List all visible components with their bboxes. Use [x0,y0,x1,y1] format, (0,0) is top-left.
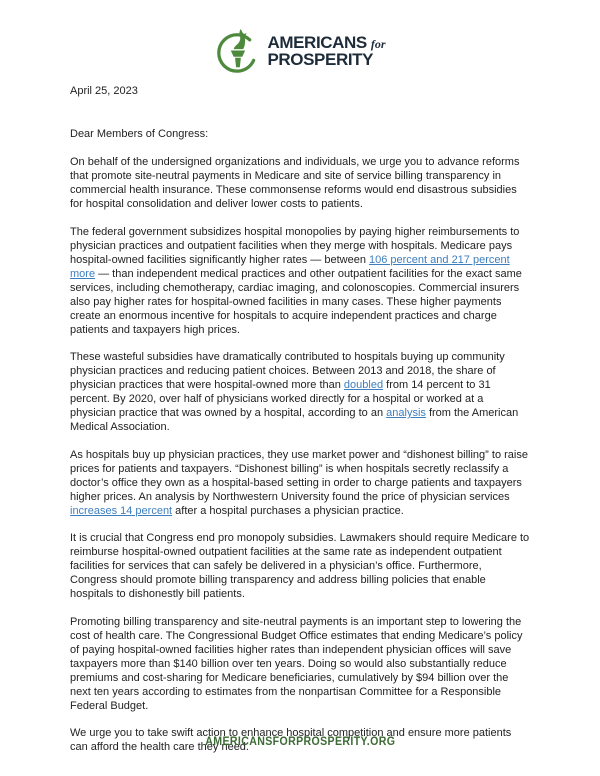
org-name-for: for [370,37,386,51]
inline-link[interactable]: analysis [386,407,426,419]
torch-icon [214,28,260,74]
org-name-line2: PROSPERITY [267,50,374,69]
org-website: AMERICANSFORPROSPERITY.ORG [204,736,396,748]
letter-paragraph: We urge you to take swift action to enhance hospital competition and ensure more patients can afford the health care they need. [70,727,512,753]
letter-paragraph: The federal government subsidizes hospital monopolies by paying higher reimbursements to physician practices and outpatient facilities when they merge with hospitals. Medicare pays hospital-owned facilities significantly higher rates — between 106 percent and 217 percent more — than independent medical practices and other outpatient facilities for the exact same services, including chemotherapy, cardiac imaging, and colonoscopies. Commercial insurers also pay higher rates for hospital-owned facilities in many cases. These higher payments create an enormous incentive for hospitals to acquire independent practices and charge patients and taxpayers high prices. [70,225,522,336]
inline-link[interactable]: 106 percent and 217 percent more [70,253,510,280]
org-name-line1: AMERICANS [267,33,367,52]
letter-content [0,84,600,754]
letter-salutation: Dear Members of Congress: [70,128,209,140]
letter-paragraph: Promoting billing transparency and site-neutral payments is an important step to lowering the cost of health care. The Congressional Budget Office estimates that ending Medicare’s policy of paying hospital-owned facilities higher rates than independent physician offices will save taxpayers more than $140 billion over ten years. Doing so would also substantially reduce premiums and cost-sharing for Medicare beneficiaries, cumulatively by $94 billion over the next ten years according to estimates from the nonpartisan Committee for a Responsible Federal Budget. [70,615,523,712]
letter-footer [0,732,600,750]
inline-link[interactable]: increases 14 percent [70,504,173,517]
inline-link[interactable]: doubled [343,379,384,391]
letter-paragraph: On behalf of the undersigned organizations and individuals, we urge you to advance reforms that promote site-neutral payments in Medicare and site of service billing transparency in commercial health insurance. These commonsense reforms would end disastrous subsidies for hospital consolidation and deliver lower costs to patients. [70,156,520,210]
org-logo [0,0,600,75]
letter-paragraph: It is crucial that Congress end pro monopoly subsidies. Lawmakers should require Medicare to reimburse hospital-owned outpatient facilities at the same rate as independent outpatient facilities for services that can safely be delivered in a physician’s office. Furthermore, Congress should promote billing transparency and address billing policies that enable hospitals to dishonestly bill patients. [70,532,530,600]
letter-date: April 25, 2023 [70,85,138,97]
org-wordmark [267,34,385,68]
letter-paragraph: As hospitals buy up physician practices, they use market power and “dishonest billing” to raise prices for patients and taxpayers. “Dishonest billing” is when hospitals secretly reclassify a doctor’s office they own as a hospital-based setting in order to charge patients and taxpayers higher prices. An analysis by Northwestern University found the price of physician services increases 14 percent after a hospital purchases a physician practice. [70,448,528,517]
letter-body [70,155,530,754]
letter-paragraph: These wasteful subsidies have dramatically contributed to hospitals buying up community physician practices and reducing patient choices. Between 2013 and 2018, the share of physician practices that were hospital-owned more than doubled from 14 percent to 31 percent. By 2020, over half of physicians worked directly for a hospital or worked at a physician practice that was owned by a hospital, according to an analysis from the American Medical Association. [70,351,519,433]
